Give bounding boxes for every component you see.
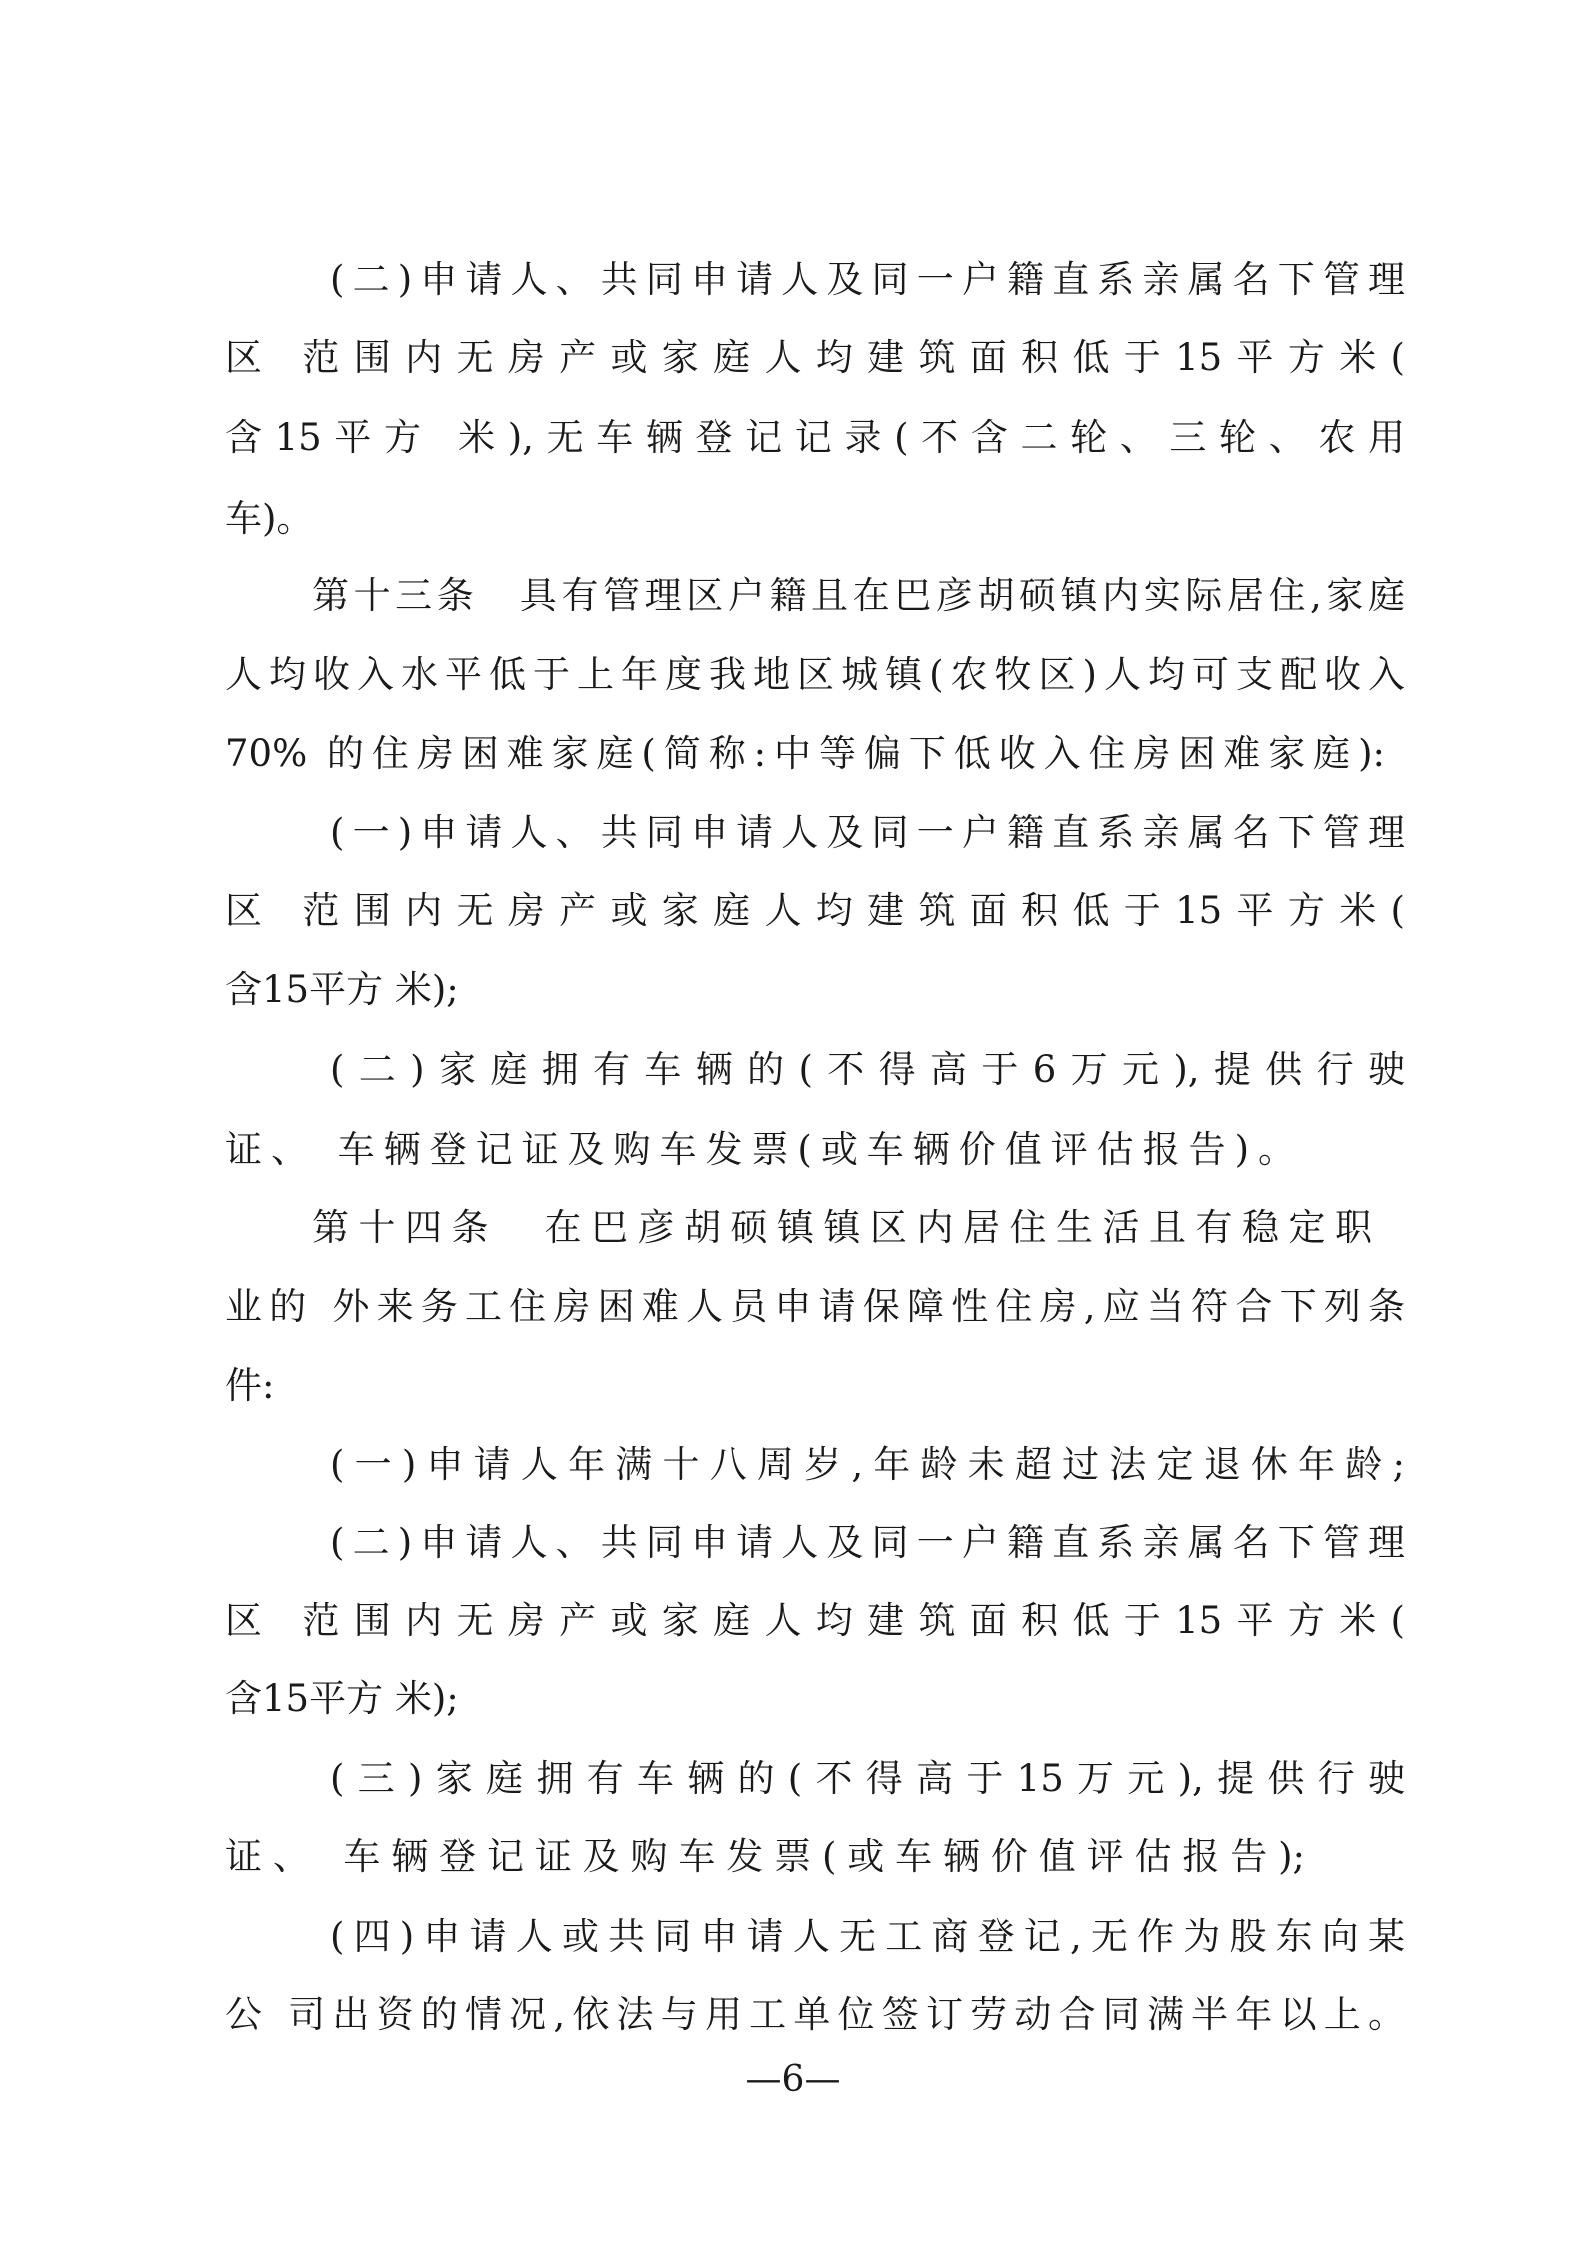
text-line: 区 范围内无房产或家庭人均建筑面积低于15平方米( [225,336,1405,379]
text-line: (二)申请人、共同申请人及同一户籍直系亲属名下管理 [330,258,1405,301]
text-line: 证、 车辆登记证及购车发票(或车辆价值评估报告); [225,1835,1305,1878]
text-line: (二)申请人、共同申请人及同一户籍直系亲属名下管理 [330,1521,1405,1564]
page-number: —6— [745,2059,841,2100]
text-line: 人均收入水平低于上年度我地区城镇(农牧区)人均可支配收入 [225,653,1405,696]
text-line: 含15平方 米); [225,1677,459,1720]
text-line: 业的 外来务工住房困难人员申请保障性住房,应当符合下列条 [225,1285,1405,1328]
text-line: 含15平方 米); [225,968,459,1011]
text-line: 证、 车辆登记证及购车发票(或车辆价值评估报告)。 [225,1128,1295,1171]
text-line: (四)申请人或共同申请人无工商登记,无作为股东向某 [330,1915,1405,1958]
text-line: 区 范围内无房产或家庭人均建筑面积低于15平方米( [225,1599,1405,1642]
text-line: 公 司出资的情况,依法与用工单位签订劳动合同满半年以上。 [225,1993,1405,2036]
text-line: (一)申请人年满十八周岁,年龄未超过法定退休年龄; [330,1443,1405,1486]
text-line: 含15平方 米),无车辆登记记录(不含二轮、三轮、农用 [225,416,1405,459]
text-line: 件: [225,1364,275,1407]
text-line: 70% 的住房困难家庭(简称:中等偏下低收入住房困难家庭): [225,732,1385,775]
text-line: (三)家庭拥有车辆的(不得高于15万元),提供行驶 [330,1757,1405,1800]
text-line: 车)。 [225,497,314,540]
article-14-heading-line: 第十四条 在巴彦胡硕镇镇区内居住生活且有稳定职 [312,1206,1372,1249]
text-line: (一)申请人、共同申请人及同一户籍直系亲属名下管理 [330,811,1405,854]
text-line: (二)家庭拥有车辆的(不得高于6万元),提供行驶 [330,1048,1405,1091]
article-13-heading-line: 第十三条 具有管理区户籍且在巴彦胡硕镇内实际居住,家庭 [312,574,1405,617]
text-line: 区 范围内无房产或家庭人均建筑面积低于15平方米( [225,889,1405,932]
